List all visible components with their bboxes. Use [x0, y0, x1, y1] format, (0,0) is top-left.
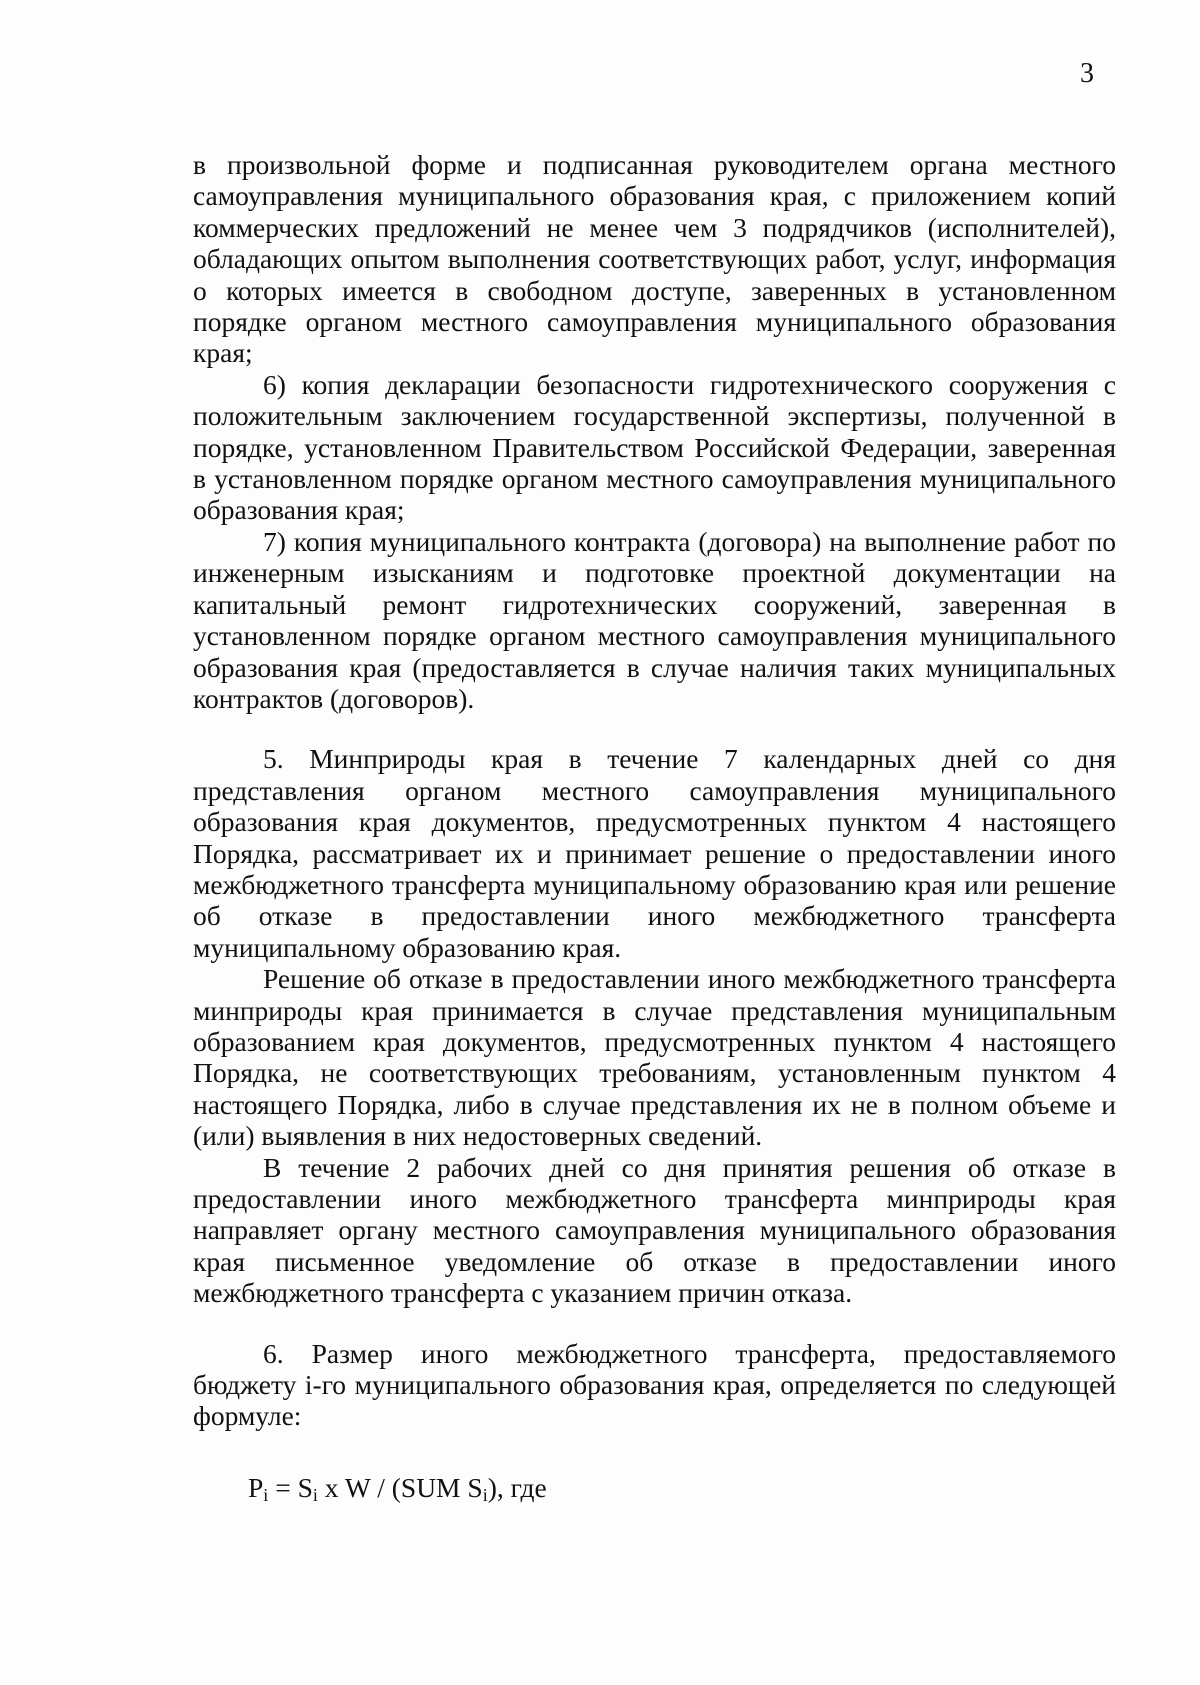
page-number: 3: [1080, 58, 1094, 89]
paragraph-refusal-decision: Решение об отказе в предоставлении иного межбюджетного трансферта минприроды края принимается в случае представления муниципальным образованием края документов, предусмотренных пунктом 4 настоящего Порядка, не соответствующих требованиям, установленным пунктом 4 настоящего Порядка, либо в случае представления их не в полном объеме и (или) выявления в них недостоверных сведений.: [193, 963, 1116, 1152]
paragraph-clause-6: 6. Размер иного межбюджетного трансферта, предоставляемого бюджету i-го муниципального образования края, определяется по следующей формуле:: [193, 1337, 1116, 1432]
formula-middle: x W / (SUM: [317, 1471, 468, 1503]
paragraph-item-5-continuation: в произвольной форме и подписанная руководителем органа местного самоуправления муниципального образования края, с приложением копий коммерческих предложений не менее чем 3 подрядчиков (исполнителей), обладающих опытом выполнения соответствующих работ, услуг, информация о которых имеется в свободном доступе, заверенных в установленном порядке органом местного самоуправления муниципального образования края;: [193, 149, 1116, 369]
paragraph-clause-5: 5. Минприроды края в течение 7 календарных дней со дня представления органом местного самоуправления муниципального образования края документов, предусмотренных пунктом 4 настоящего Порядка, рассматривает их и принимает решение о предоставлении иного межбюджетного трансферта муниципальному образованию края или решение об отказе в предоставлении иного межбюджетного трансферта муниципальному образованию края.: [193, 743, 1116, 963]
paragraph-item-7: 7) копия муниципального контракта (договора) на выполнение работ по инженерным изысканиям и подготовке проектной документации на капитальный ремонт гидротехнических сооружений, заверенная в установленном порядке органом местного самоуправления муниципального образования края (предоставляется в случае наличия таких муниципальных контрактов (договоров).: [193, 525, 1116, 714]
paragraph-item-6: 6) копия декларации безопасности гидротехнического сооружения с положительным заключением государственной экспертизы, полученной в порядке, установленном Правительством Российской Федерации, заверенная в установленном порядке органом местного самоуправления муниципального образования края;: [193, 368, 1116, 526]
formula-sum-s-subscript: i: [482, 1484, 488, 1505]
formula-s-subscript: i: [312, 1484, 318, 1505]
formula-sum-s: S: [467, 1471, 483, 1503]
formula-s: S: [297, 1471, 313, 1503]
formula-p: P: [248, 1471, 264, 1503]
paragraph-refusal-notice: В течение 2 рабочих дней со дня принятия решения об отказе в предоставлении иного межбюджетного трансферта минприроды края направляет органу местного самоуправления муниципального образования края письменное уведомление об отказе в предоставлении иного межбюджетного трансферта с указанием причин отказа.: [193, 1151, 1116, 1309]
formula-tail: ), где: [487, 1471, 547, 1503]
formula: [193, 1472, 1116, 1503]
document-body: [193, 149, 1116, 1503]
formula-p-subscript: i: [263, 1484, 269, 1505]
formula-equals: =: [268, 1471, 298, 1503]
